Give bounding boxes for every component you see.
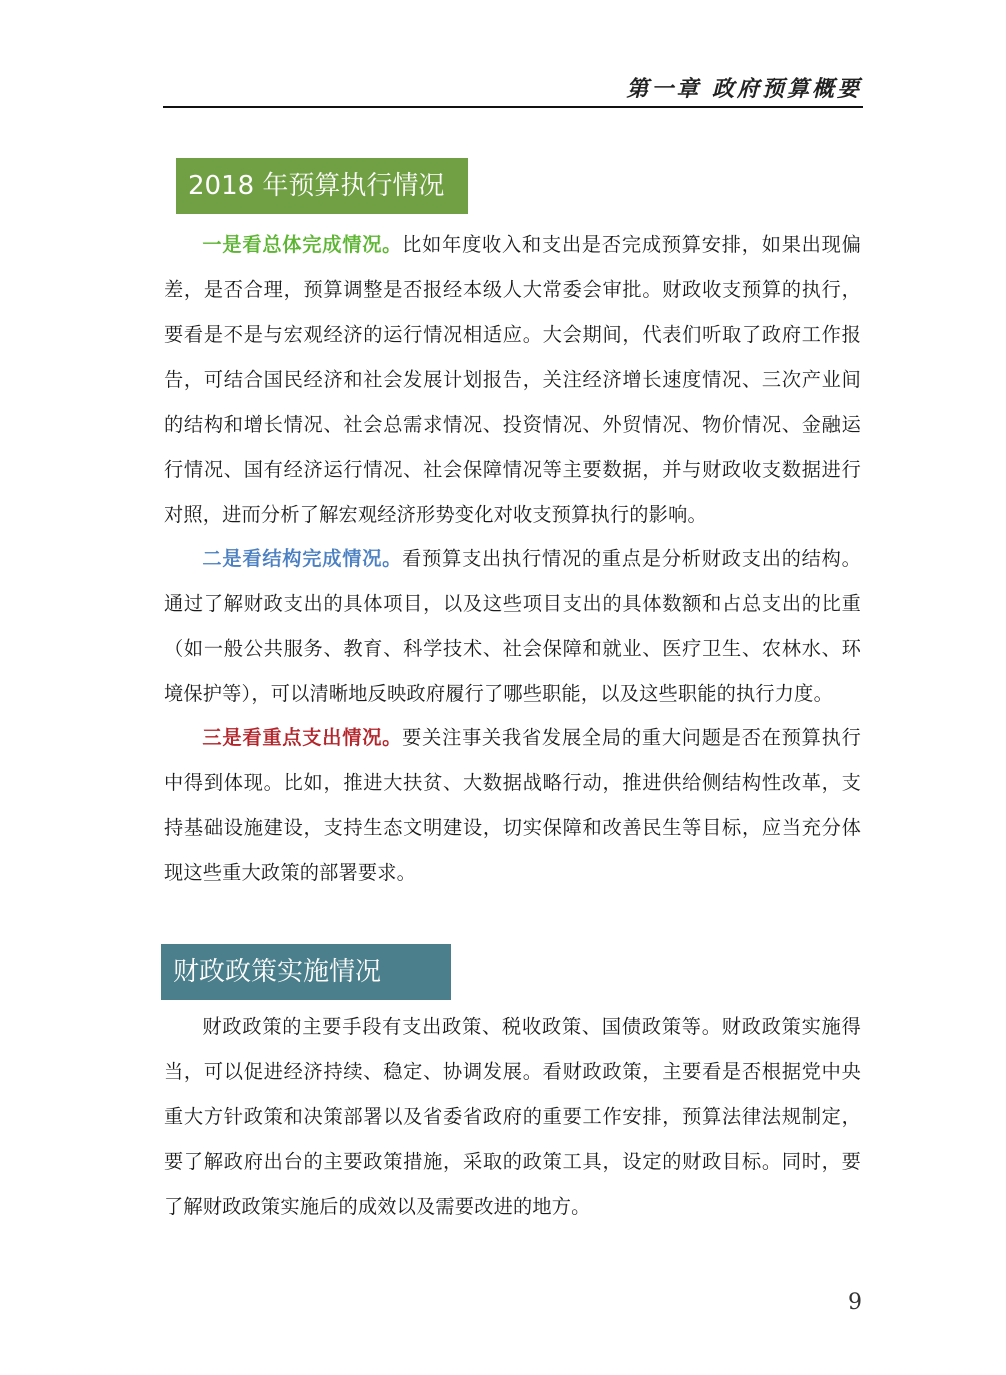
lead-phrase: 二是看结构完成情况。	[202, 547, 403, 570]
paragraph-text: 比如年度收入和支出是否完成预算安排，如果出现偏差，是否合理，预算调整是否报经本级人大常委会审批。财政收支预算的执行，要看是不是与宏观经济的运行情况相适应。大会期间，代表们听取了政府工作报告，可结合国民经济和社会发展计划报告，关注经济增长速度情况、三次产业间的结构和增长情况、社会总需求情况、投资情况、外贸情况、物价情况、金融运行情况、国有经济运行情况、社会保障情况等主要数据，并与财政收支数据进行对照，进而分析了解宏观经济形势变化对收支预算执行的影响。	[164, 233, 862, 526]
page-number: 9	[848, 1290, 862, 1315]
paragraph-key-expenditure	[164, 715, 861, 895]
section-title-budget-execution: 2018 年预算执行情况	[176, 158, 468, 214]
paragraph-fiscal-policy	[164, 1004, 861, 1229]
paragraph-text: 财政政策的主要手段有支出政策、税收政策、国债政策等。财政政策实施得当，可以促进经济持续、稳定、协调发展。看财政政策，主要看是否根据党中央重大方针政策和决策部署以及省委省政府的重要工作安排，预算法律法规制定，要了解政府出台的主要政策措施，采取的政策工具，设定的财政目标。同时，要了解财政政策实施后的成效以及需要改进的地方。	[164, 1015, 861, 1218]
paragraph-text: 要关注事关我省发展全局的重大问题是否在预算执行中得到体现。比如，推进大扶贫、大数据战略行动，推进供给侧结构性改革，支持基础设施建设，支持生态文明建设，切实保障和改善民生等目标，应当充分体现这些重大政策的部署要求。	[164, 726, 862, 884]
paragraph-text: 看预算支出执行情况的重点是分析财政支出的结构。通过了解财政支出的具体项目，以及这些项目支出的具体数额和占总支出的比重（如一般公共服务、教育、科学技术、社会保障和就业、医疗卫生、农林水、环境保护等），可以清晰地反映政府履行了哪些职能，以及这些职能的执行力度。	[164, 547, 862, 705]
paragraph-structure-completion	[164, 536, 861, 716]
section-title-fiscal-policy: 财政政策实施情况	[161, 944, 451, 1000]
lead-phrase: 一是看总体完成情况。	[202, 233, 403, 256]
lead-phrase: 三是看重点支出情况。	[202, 726, 403, 749]
chapter-header: 第一章 政府预算概要	[626, 76, 862, 102]
header-rule	[163, 106, 863, 108]
paragraph-overall-completion	[164, 222, 861, 537]
